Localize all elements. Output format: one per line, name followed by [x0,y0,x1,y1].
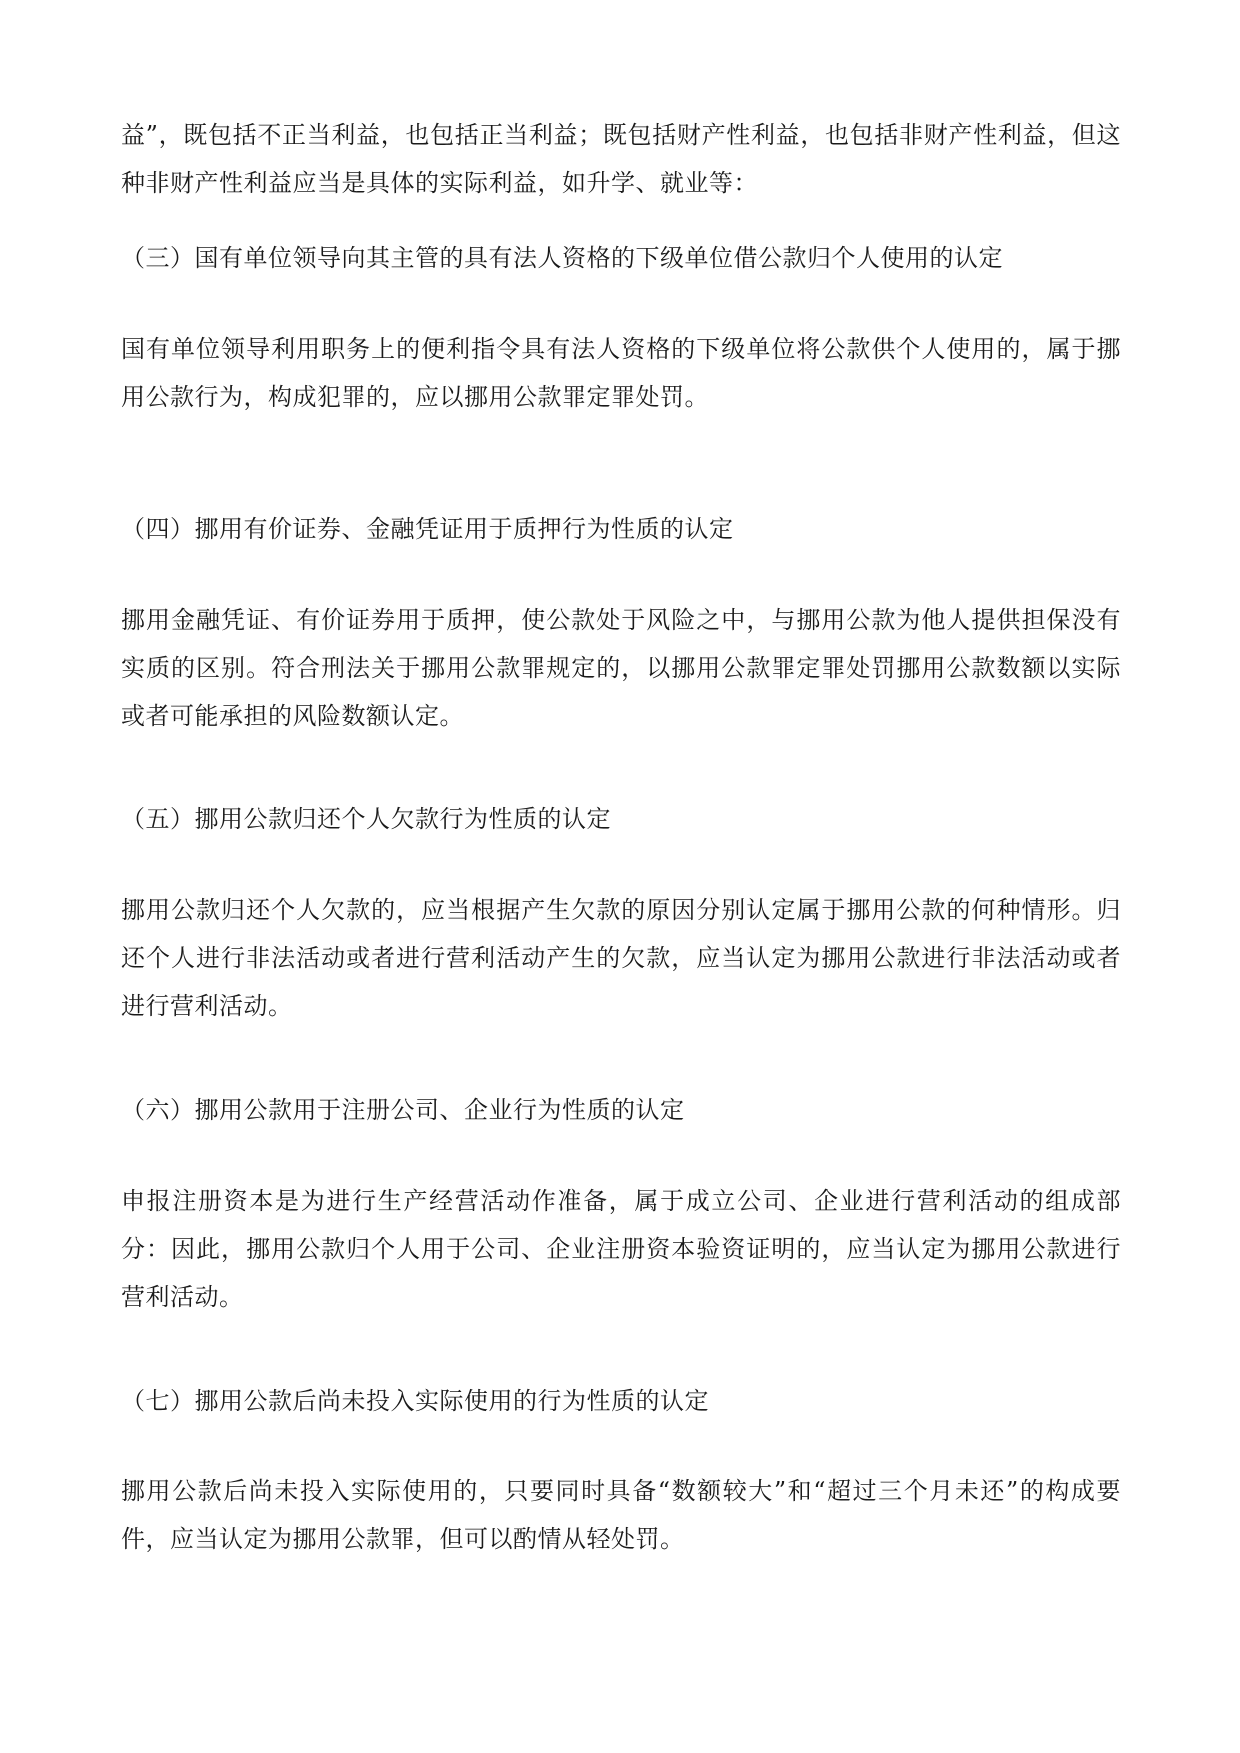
section-heading-6: （六）挪用公款用于注册公司、企业行为性质的认定 [121,1096,685,1124]
paragraph-5: 挪用公款归还个人欠款的，应当根据产生欠款的原因分别认定属于挪用公款的何种情形。归还个人进行非法活动或者进行营利活动产生的欠款，应当认定为挪用公款进行非法活动或者进行营利活动。 [121,896,1121,1020]
paragraph-7: 挪用公款后尚未投入实际使用的，只要同时具备“数额较大”和“超过三个月未还”的构成要件，应当认定为挪用公款罪，但可以酌情从轻处罚。 [121,1477,1121,1553]
paragraph-3: 国有单位领导利用职务上的便利指令具有法人资格的下级单位将公款供个人使用的，属于挪用公款行为，构成犯罪的，应以挪用公款罪定罪处罚。 [121,335,1121,411]
paragraph-4: 挪用金融凭证、有价证券用于质押，使公款处于风险之中，与挪用公款为他人提供担保没有实质的区别。符合刑法关于挪用公款罪规定的，以挪用公款罪定罪处罚挪用公款数额以实际或者可能承担的风险数额认定。 [121,606,1121,730]
section-heading-5: （五）挪用公款归还个人欠款行为性质的认定 [121,805,611,833]
section-heading-3: （三）国有单位领导向其主管的具有法人资格的下级单位借公款归个人使用的认定 [121,244,1003,272]
section-heading-4: （四）挪用有价证券、金融凭证用于质押行为性质的认定 [121,515,734,543]
section-heading-7: （七）挪用公款后尚未投入实际使用的行为性质的认定 [121,1387,709,1415]
paragraph-6: 申报注册资本是为进行生产经营活动作准备，属于成立公司、企业进行营利活动的组成部分：因此，挪用公款归个人用于公司、企业注册资本验资证明的，应当认定为挪用公款进行营利活动。 [121,1187,1121,1311]
paragraph-intro: 益”，既包括不正当利益，也包括正当利益；既包括财产性利益，也包括非财产性利益，但这种非财产性利益应当是具体的实际利益，如升学、就业等： [121,121,1121,197]
